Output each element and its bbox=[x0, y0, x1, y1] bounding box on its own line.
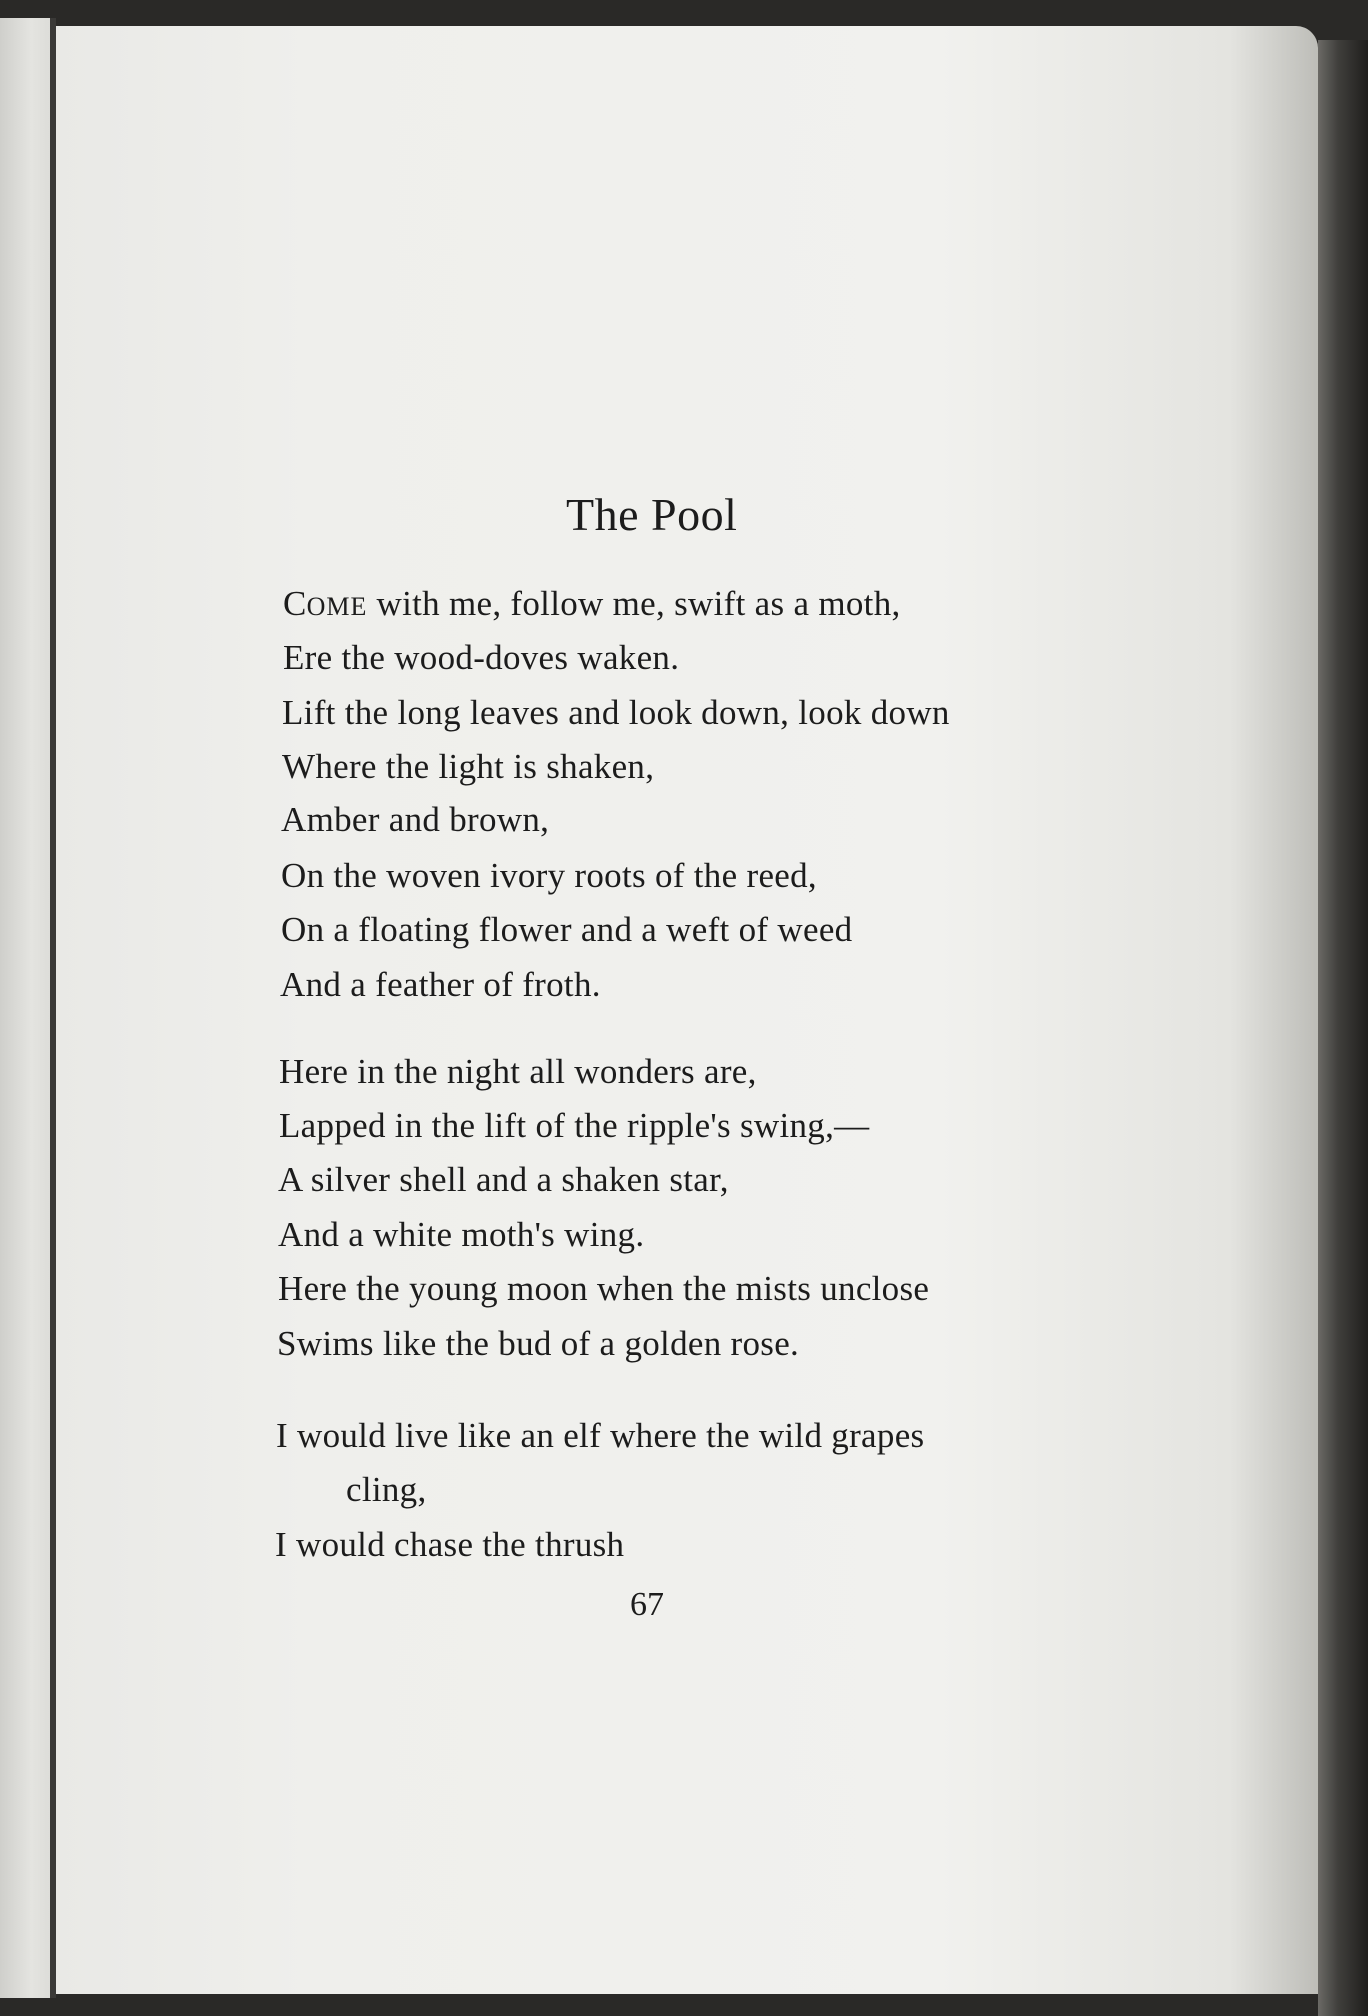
poem-line: Lapped in the lift of the ripple's swing,— bbox=[279, 1106, 870, 1145]
poem-line: On a floating flower and a weft of weed bbox=[281, 910, 853, 949]
poem-line: I would live like an elf where the wild grapes bbox=[276, 1416, 925, 1455]
poem-line-continuation: cling, bbox=[346, 1470, 427, 1509]
first-word-initial: C bbox=[283, 584, 307, 623]
poem-line: Here in the night all wonders are, bbox=[279, 1052, 757, 1091]
poem-line: I would chase the thrush bbox=[275, 1525, 625, 1564]
poem-line: A silver shell and a shaken star, bbox=[278, 1160, 729, 1199]
poem-line: And a white moth's wing. bbox=[278, 1215, 645, 1254]
first-word-small-caps: OME bbox=[306, 592, 368, 621]
poem-title: The Pool bbox=[566, 489, 738, 540]
poem-line: Here the young moon when the mists unclose bbox=[278, 1269, 930, 1308]
poem-line bbox=[283, 584, 901, 624]
poem-line: Ere the wood-doves waken. bbox=[283, 638, 680, 677]
poem-line: And a feather of froth. bbox=[280, 965, 601, 1004]
line-text: with me, follow me, swift as a moth, bbox=[367, 584, 901, 623]
poem-line: Lift the long leaves and look down, look down bbox=[282, 693, 950, 732]
poem-line: On the woven ivory roots of the reed, bbox=[281, 856, 817, 895]
page-number: 67 bbox=[630, 1586, 664, 1623]
poem-line: Where the light is shaken, bbox=[282, 747, 655, 786]
poem-line: Amber and brown, bbox=[281, 800, 550, 839]
poem-line: Swims like the bud of a golden rose. bbox=[277, 1324, 800, 1363]
